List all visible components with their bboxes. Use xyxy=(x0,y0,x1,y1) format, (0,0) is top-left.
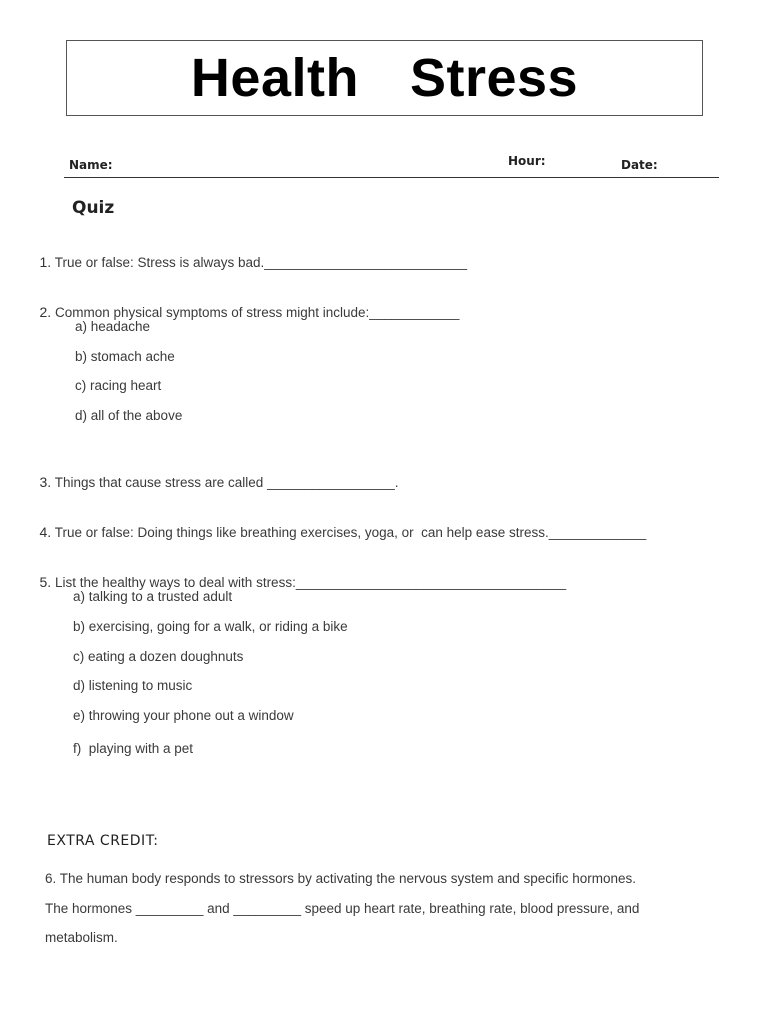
option-5e: e) throwing your phone out a window xyxy=(73,708,294,723)
section-title: Quiz xyxy=(72,198,115,218)
option-5c: c) eating a dozen doughnuts xyxy=(73,649,244,664)
question-text: List the healthy ways to deal with stress:____________________________________ xyxy=(51,575,567,590)
question-number: 5. xyxy=(39,574,52,590)
date-label: Date: xyxy=(621,158,658,172)
question-text: Things that cause stress are called _________________. xyxy=(51,475,399,490)
header-rule xyxy=(64,177,719,178)
title-box xyxy=(66,40,703,116)
question-text: True or false: Doing things like breathing exercises, yoga, or can help ease stress._____________ xyxy=(51,525,647,540)
page-title: Health Stress xyxy=(190,48,579,108)
option-2b: b) stomach ache xyxy=(75,349,175,364)
option-5f: f) playing with a pet xyxy=(73,741,194,756)
name-label: Name: xyxy=(69,158,113,172)
extra-credit-heading: EXTRA CREDIT: xyxy=(47,833,159,849)
question-text: True or false: Stress is always bad.___________________________ xyxy=(51,255,468,270)
option-2d: d) all of the above xyxy=(75,408,183,423)
question-2 xyxy=(32,289,459,320)
hour-label: Hour: xyxy=(508,154,546,168)
question-5 xyxy=(32,559,566,590)
option-5a: a) talking to a trusted adult xyxy=(73,589,233,604)
option-5d: d) listening to music xyxy=(73,678,193,693)
extra-credit-line-1: 6. The human body responds to stressors by activating the nervous system and specific hormones. xyxy=(45,871,637,886)
option-2a: a) headache xyxy=(75,319,151,334)
question-number: 1. xyxy=(39,254,52,270)
question-number: 2. xyxy=(39,304,52,320)
question-3 xyxy=(32,459,398,490)
question-number: 4. xyxy=(39,524,52,540)
option-2c: c) racing heart xyxy=(75,378,162,393)
question-text: Common physical symptoms of stress might include:____________ xyxy=(51,305,460,320)
question-1 xyxy=(32,239,467,270)
question-number: 3. xyxy=(39,474,52,490)
extra-credit-line-3: metabolism. xyxy=(45,930,118,945)
question-4 xyxy=(32,509,646,540)
option-5b: b) exercising, going for a walk, or riding a bike xyxy=(73,619,348,634)
extra-credit-line-2: The hormones _________ and _________ speed up heart rate, breathing rate, blood pressure, and xyxy=(45,901,640,916)
